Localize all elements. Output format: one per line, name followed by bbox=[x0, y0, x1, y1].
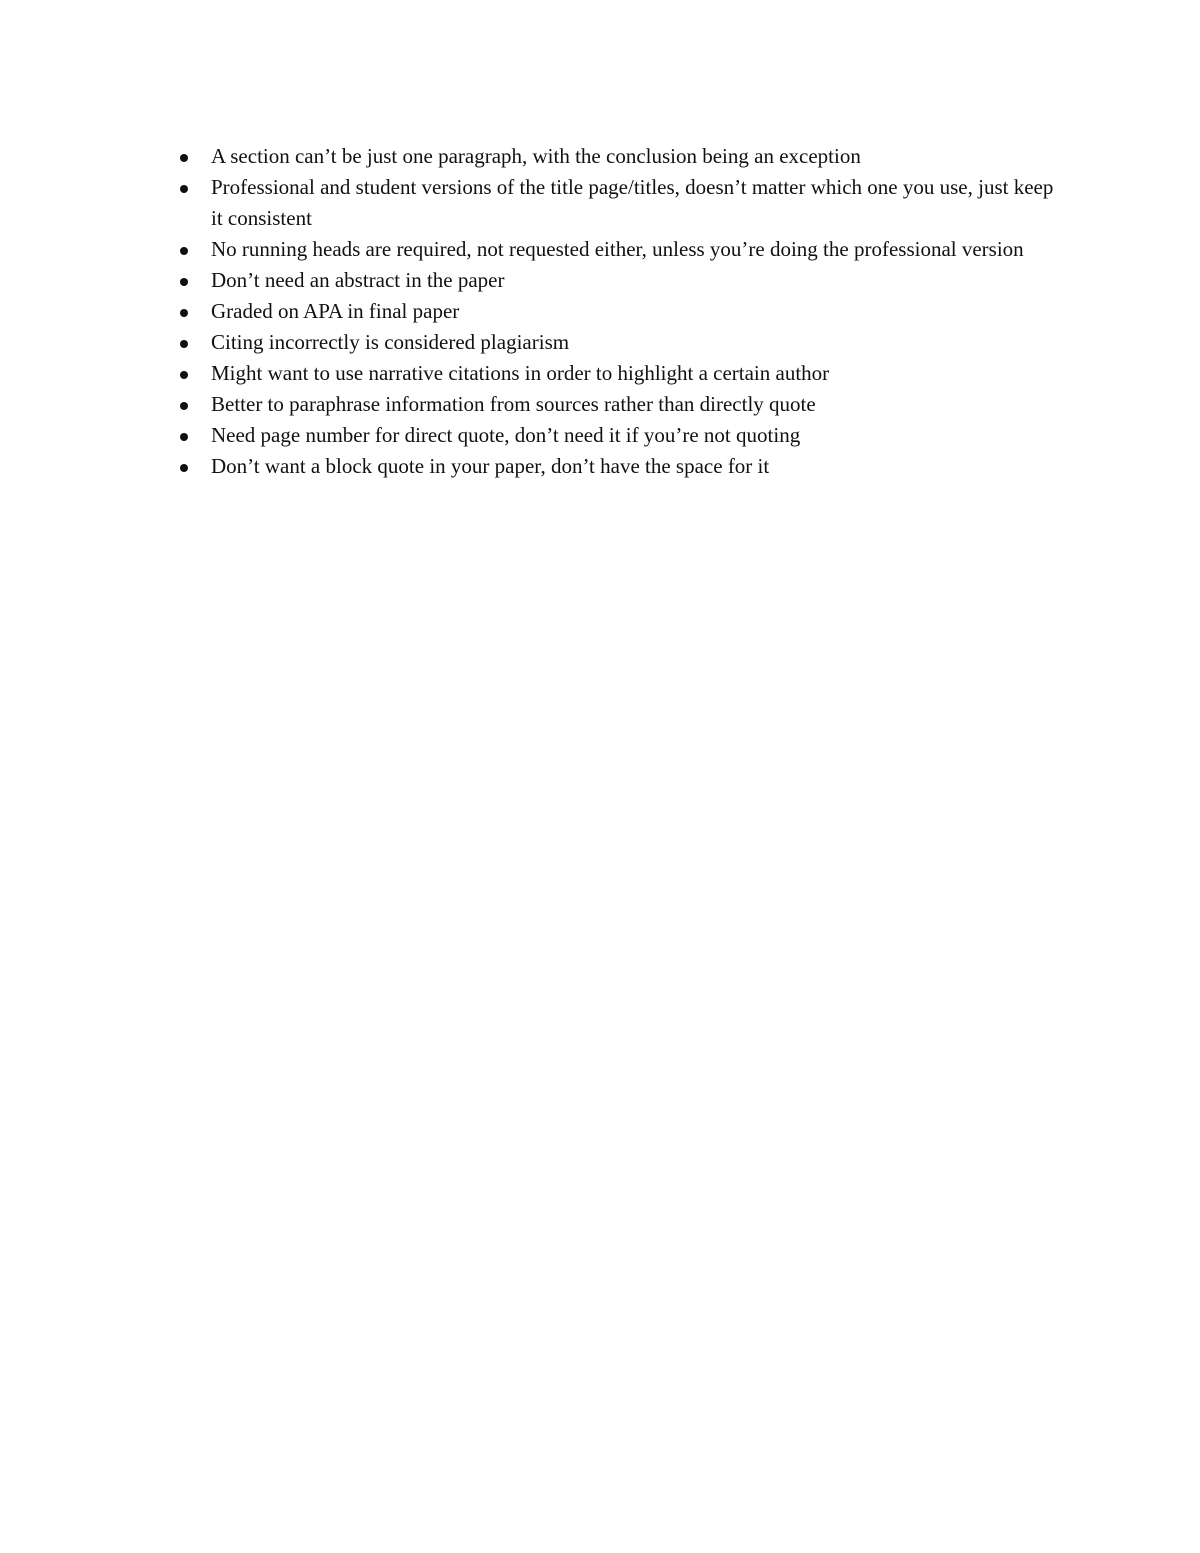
bullet-icon bbox=[180, 278, 188, 286]
list-item-text: Graded on APA in final paper bbox=[211, 299, 460, 323]
list-item bbox=[178, 389, 1058, 420]
list-item bbox=[178, 296, 1058, 327]
list-item-text: A section can’t be just one paragraph, with the conclusion being an exception bbox=[211, 144, 861, 168]
bullet-icon bbox=[180, 433, 188, 441]
list-item bbox=[178, 451, 1058, 482]
list-item bbox=[178, 172, 1058, 234]
list-item bbox=[178, 327, 1058, 358]
list-item bbox=[178, 265, 1058, 296]
list-item-text: Need page number for direct quote, don’t need it if you’re not quoting bbox=[211, 423, 801, 447]
bullet-icon bbox=[180, 185, 188, 193]
list-item bbox=[178, 141, 1058, 172]
list-item-text: Citing incorrectly is considered plagiarism bbox=[211, 330, 570, 354]
bullet-icon bbox=[180, 371, 188, 379]
list-item-text: Might want to use narrative citations in order to highlight a certain author bbox=[211, 361, 830, 385]
bullet-icon bbox=[180, 247, 188, 255]
list-item bbox=[178, 234, 1058, 265]
list-item-text: Don’t want a block quote in your paper, don’t have the space for it bbox=[211, 454, 770, 478]
list-item-text: No running heads are required, not requested either, unless you’re doing the professional version bbox=[211, 237, 1024, 261]
bullet-icon bbox=[180, 340, 188, 348]
list-item-text: Better to paraphrase information from sources rather than directly quote bbox=[211, 392, 816, 416]
bullet-icon bbox=[180, 309, 188, 317]
bullet-icon bbox=[180, 154, 188, 162]
bullet-list bbox=[178, 141, 1058, 482]
bullet-icon bbox=[180, 464, 188, 472]
list-item-text: Don’t need an abstract in the paper bbox=[211, 268, 505, 292]
list-item bbox=[178, 358, 1058, 389]
bullet-icon bbox=[180, 402, 188, 410]
list-item bbox=[178, 420, 1058, 451]
list-item-text: Professional and student versions of the title page/titles, doesn’t matter which one you use, just keep it consistent bbox=[211, 175, 1054, 230]
